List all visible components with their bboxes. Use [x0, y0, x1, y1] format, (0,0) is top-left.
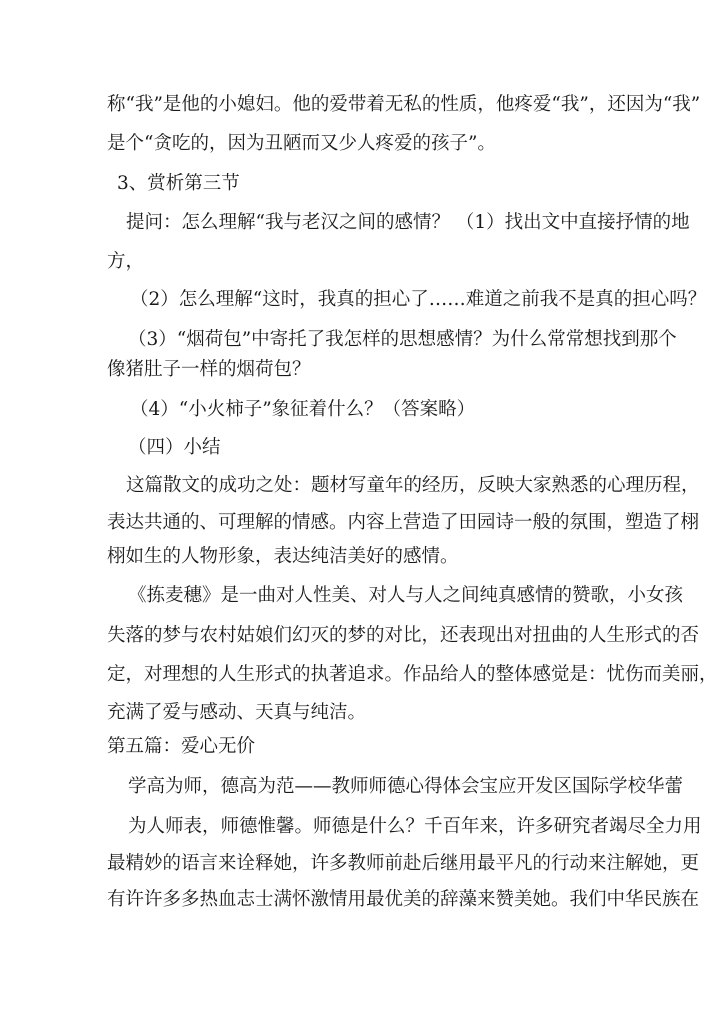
text-line: 是个“贪吃的，因为丑陋而又少人疼爱的孩子”。: [107, 133, 496, 154]
section-heading: （四）小结: [128, 437, 221, 458]
text-line: 有许许多多热血志士满怀激情用最优美的辞藻来赞美她。我们中华民族在: [107, 889, 700, 910]
text-line: 像猪肚子一样的烟荷包？: [107, 359, 311, 380]
text-line: 这篇散文的成功之处：题材写童年的经历，反映大家熟悉的心理历程，: [126, 475, 700, 496]
text-line: 方，: [107, 251, 145, 272]
text-line: 为人师表，师德惟馨。师德是什么？千百年来，许多研究者竭尽全力用: [128, 816, 702, 837]
text-line: 栩如生的人物形象，表达纯洁美好的感情。: [107, 546, 459, 567]
section-heading: 第五篇：爱心无价: [107, 736, 256, 757]
text-line: 提问：怎么理解“我与老汉之间的感情？ （1）找出文中直接抒情的地: [126, 212, 690, 233]
text-line: （3）“烟荷包”中寄托了我怎样的思想感情？为什么常常想找到那个: [128, 329, 677, 350]
text-line: 最精妙的语言来诠释她，许多教师前赴后继用最平凡的行动来注解她，更: [107, 853, 700, 874]
text-line: （4）“小火柿子”象征着什么？（答案略）: [130, 399, 476, 420]
text-line: 失落的梦与农村姑娘们幻灭的梦的对比，还表现出对扭曲的人生形式的否: [107, 625, 700, 646]
text-line: 充满了爱与感动、天真与纯洁。: [107, 702, 367, 723]
text-line: 定，对理想的人生形式的执著追求。作品给人的整体感觉是：忧伤而美丽，: [107, 664, 718, 685]
text-line: 称“我”是他的小媳妇。他的爱带着无私的性质，他疼爱“我”，还因为“我”: [107, 94, 701, 115]
text-line: 表达共通的、可理解的情感。内容上营造了田园诗一般的氛围，塑造了栩: [107, 512, 700, 533]
text-line: 《拣麦穗》是一曲对人性美、对人与人之间纯真感情的赞歌，小女孩: [128, 585, 684, 606]
text-line: 学高为师，德高为范——教师师德心得体会宝应开发区国际学校华蕾: [128, 776, 684, 797]
text-line: （2）怎么理解“这时，我真的担心了……难道之前我不是真的担心吗？: [130, 289, 707, 310]
section-heading: 3、赏析第三节: [117, 173, 240, 194]
